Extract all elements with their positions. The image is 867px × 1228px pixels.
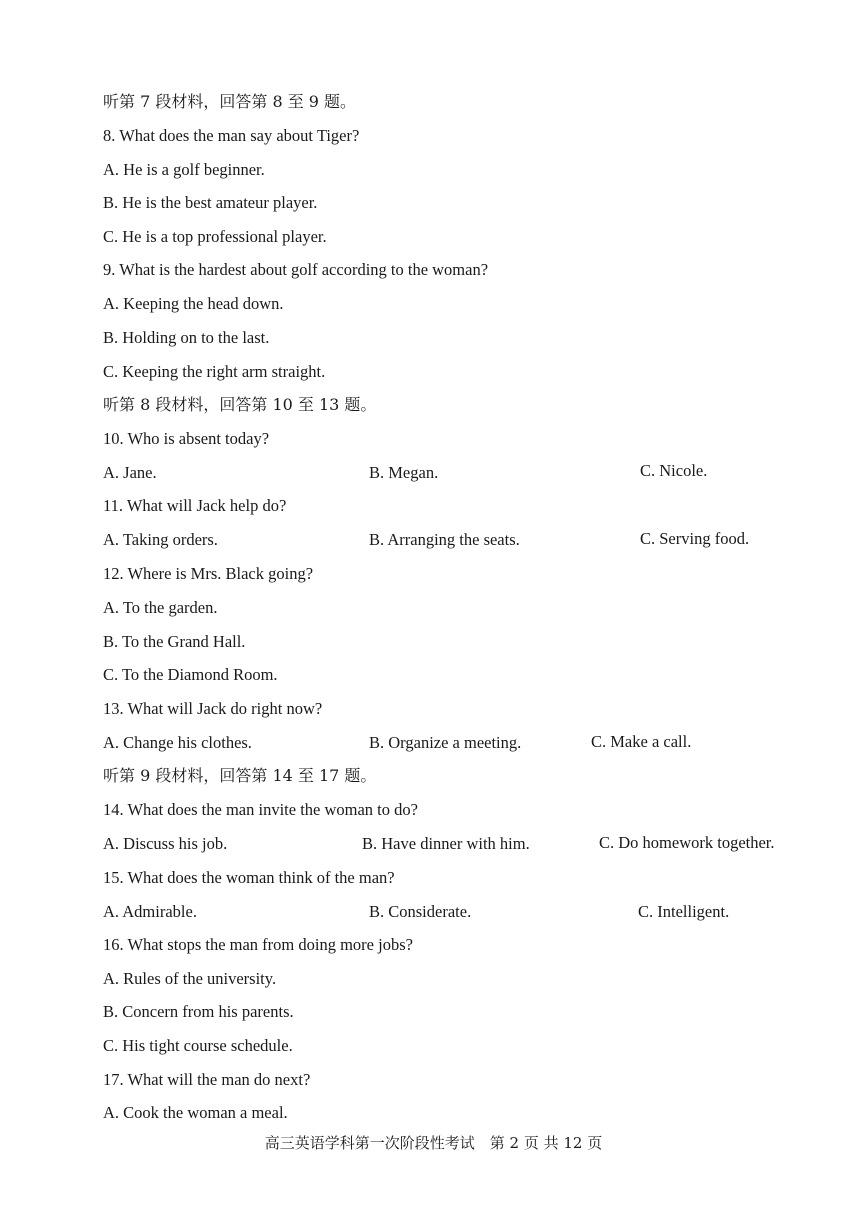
- section-header: 听第 9 段材料，回答第 14 至 17 题。: [103, 766, 377, 785]
- question-16: 16. What stops the man from doing more jobs?: [103, 935, 413, 954]
- question-9: 9. What is the hardest about golf according to the woman?: [103, 260, 489, 279]
- option-13b: B. Organize a meeting.: [369, 733, 522, 752]
- option-11c: C. Serving food.: [640, 529, 750, 548]
- option-12c: C. To the Diamond Room.: [103, 665, 278, 684]
- option-12a: A. To the garden.: [103, 598, 218, 617]
- section-header: 听第 7 段材料，回答第 8 至 9 题。: [103, 92, 357, 111]
- option-17a: A. Cook the woman a meal.: [103, 1103, 288, 1122]
- option-8b: B. He is the best amateur player.: [103, 193, 318, 212]
- option-13a: A. Change his clothes.: [103, 733, 252, 752]
- page-footer: 高三英语学科第一次阶段性考试 第 2 页 共 12 页: [264, 1134, 603, 1152]
- option-9a: A. Keeping the head down.: [103, 294, 284, 313]
- question-10: 10. Who is absent today?: [103, 429, 270, 448]
- option-8c: C. He is a top professional player.: [103, 227, 327, 246]
- option-14b: B. Have dinner with him.: [362, 834, 530, 853]
- option-10c: C. Nicole.: [640, 461, 708, 480]
- option-8a: A. He is a golf beginner.: [103, 160, 265, 179]
- option-16b: B. Concern from his parents.: [103, 1002, 294, 1021]
- question-8: 8. What does the man say about Tiger?: [103, 126, 360, 145]
- option-12b: B. To the Grand Hall.: [103, 632, 246, 651]
- option-13c: C. Make a call.: [591, 732, 692, 751]
- option-11b: B. Arranging the seats.: [369, 530, 520, 549]
- question-17: 17. What will the man do next?: [103, 1070, 311, 1089]
- question-11: 11. What will Jack help do?: [103, 496, 287, 515]
- option-15c: C. Intelligent.: [638, 902, 730, 921]
- option-11a: A. Taking orders.: [103, 530, 218, 549]
- option-16c: C. His tight course schedule.: [103, 1036, 293, 1055]
- section-header: 听第 8 段材料，回答第 10 至 13 题。: [103, 395, 377, 414]
- option-15b: B. Considerate.: [369, 902, 472, 921]
- question-13: 13. What will Jack do right now?: [103, 699, 323, 718]
- option-15a: A. Admirable.: [103, 902, 197, 921]
- question-14: 14. What does the man invite the woman to do?: [103, 800, 418, 819]
- option-10a: A. Jane.: [103, 463, 157, 482]
- question-12: 12. Where is Mrs. Black going?: [103, 564, 314, 583]
- option-9c: C. Keeping the right arm straight.: [103, 362, 326, 381]
- question-15: 15. What does the woman think of the man?: [103, 868, 395, 887]
- option-14c: C. Do homework together.: [599, 833, 775, 852]
- option-10b: B. Megan.: [369, 463, 439, 482]
- option-16a: A. Rules of the university.: [103, 969, 277, 988]
- option-14a: A. Discuss his job.: [103, 834, 228, 853]
- option-9b: B. Holding on to the last.: [103, 328, 270, 347]
